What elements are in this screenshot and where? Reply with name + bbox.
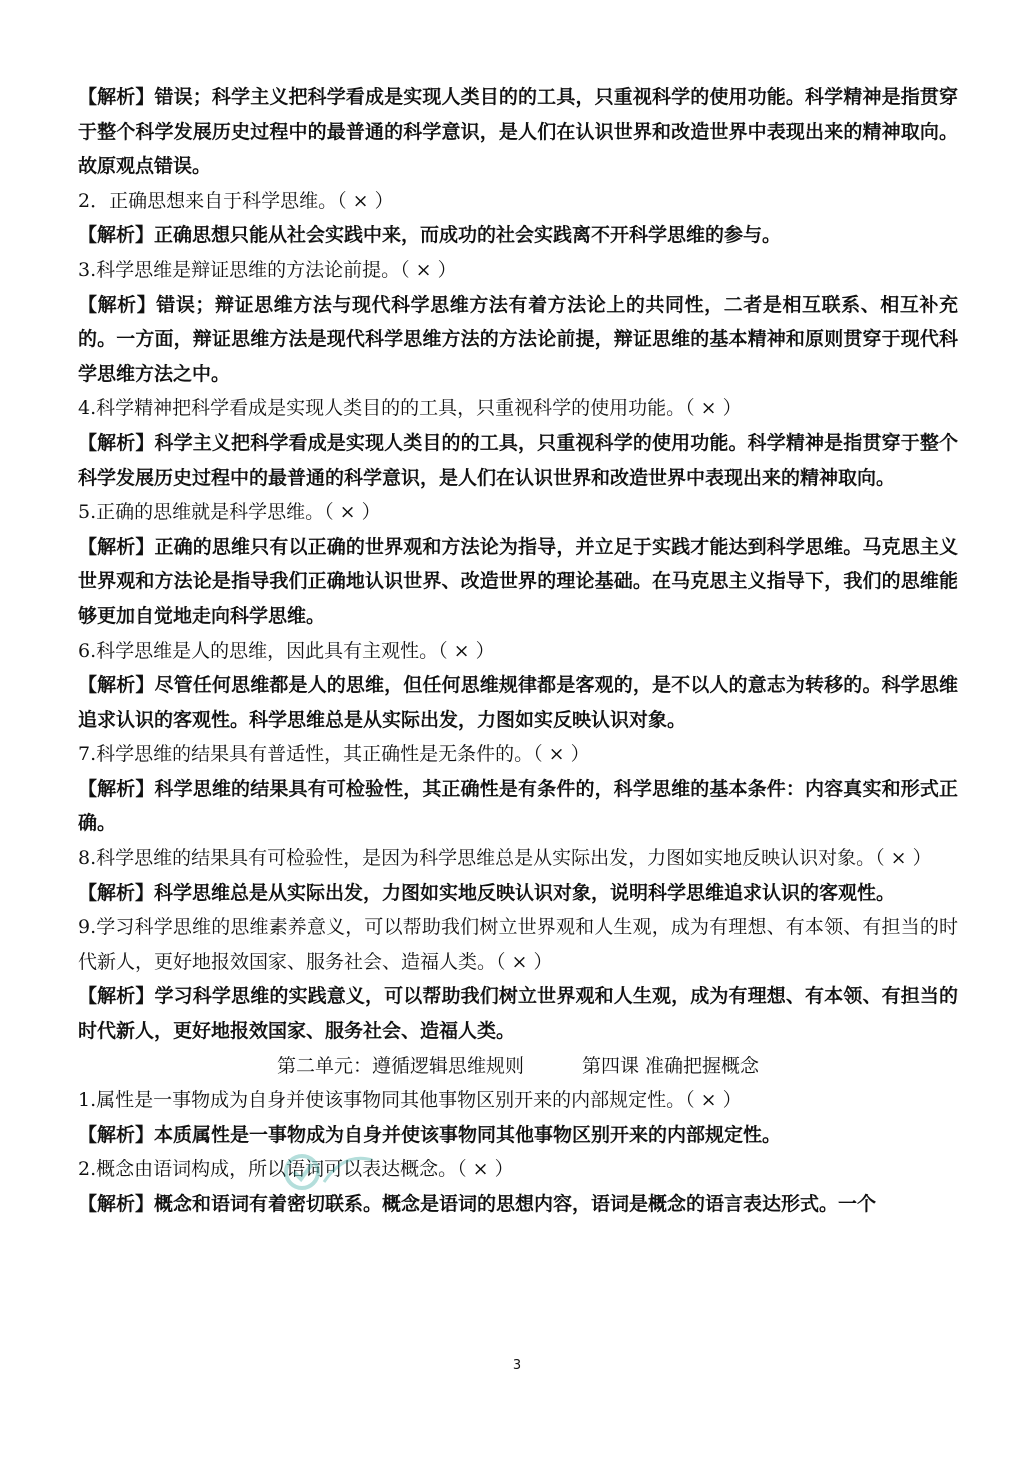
question-3: 3.科学思维是辩证思维的方法论前提。（ × ） <box>78 258 457 281</box>
question-6: 6.科学思维是人的思维，因此具有主观性。（ × ） <box>78 639 495 662</box>
analysis-2: 【解析】正确思想只能从社会实践中来，而成功的社会实践离不开科学思维的参与。 <box>78 224 782 247</box>
page-number: 3 <box>512 1358 522 1373</box>
analysis-8: 【解析】科学思维总是从实际出发，力图如实地反映认识对象，说明科学思维追求认识的客观性。 <box>78 881 896 904</box>
watermark-logo-icon <box>282 1142 378 1202</box>
document-page <box>78 80 958 1222</box>
unit-analysis-2: 【解析】概念和语词有着密切联系。概念是语词的思想内容，语词是概念的语言表达形式。一个 <box>78 1193 877 1215</box>
lesson-title: 第四课 准确把握概念 <box>581 1054 760 1077</box>
unit-question-1: 1.属性是一事物成为自身并使该事物同其他事物区别开来的内部规定性。（ × ） <box>78 1089 742 1112</box>
question-8: 8.科学思维的结果具有可检验性，是因为科学思维总是从实际出发，力图如实地反映认识对象。（ × ） <box>78 847 932 870</box>
question-7: 7.科学思维的结果具有普适性，其正确性是无条件的。（ × ） <box>78 743 590 766</box>
question-2: 2．正确思想来自于科学思维。（ × ） <box>78 189 394 212</box>
analysis-6: 【解析】尽管任何思维都是人的思维，但任何思维规律都是客观的，是不以人的意志为转移的。科学思维追求认识的客观性。科学思维总是从实际出发，力图如实反映认识对象。 <box>78 674 958 731</box>
question-5: 5.正确的思维就是科学思维。（ × ） <box>78 501 381 524</box>
analysis-4: 【解析】科学主义把科学看成是实现人类目的的工具，只重视科学的使用功能。科学精神是指贯穿于整个科学发展历史过程中的最普通的科学意识，是人们在认识世界和改造世界中表现出来的精神取向。 <box>78 431 958 489</box>
question-4: 4.科学精神把科学看成是实现人类目的的工具，只重视科学的使用功能。（ × ） <box>78 397 742 420</box>
unit-question-2: 2.概念由语词构成，所以语词可以表达概念。（ × ） <box>78 1158 514 1181</box>
unit-title: 第二单元：遵循逻辑思维规则 <box>276 1054 524 1077</box>
question-9: 9.学习科学思维的思维素养意义，可以帮助我们树立世界观和人生观，成为有理想、有本领、有担当的时代新人，更好地报效国家、服务社会、造福人类。（ × ） <box>78 916 958 973</box>
analysis-3: 【解析】错误；辩证思维方法与现代科学思维方法有着方法论上的共同性，二者是相互联系、相互补充的。一方面，辩证思维方法是现代科学思维方法的方法论前提，辩证思维的基本精神和原则贯穿于现代科学思维方法之中。 <box>78 293 958 385</box>
unit-heading <box>78 1049 958 1084</box>
analysis-7: 【解析】科学思维的结果具有可检验性，其正确性是有条件的，科学思维的基本条件：内容真实和形式正确。 <box>78 777 958 835</box>
analysis-1: 【解析】错误；科学主义把科学看成是实现人类目的的工具，只重视科学的使用功能。科学精神是指贯穿于整个科学发展历史过程中的最普通的科学意识，是人们在认识世界和改造世界中表现出来的精神取向。故原观点错误。 <box>78 86 958 178</box>
analysis-5: 【解析】正确的思维只有以正确的世界观和方法论为指导，并立足于实践才能达到科学思维。马克思主义世界观和方法论是指导我们正确地认识世界、改造世界的理论基础。在马克思主义指导下，我们的思维能够更加自觉地走向科学思维。 <box>78 535 958 627</box>
analysis-9: 【解析】学习科学思维的实践意义，可以帮助我们树立世界观和人生观，成为有理想、有本领、有担当的时代新人，更好地报效国家、服务社会、造福人类。 <box>78 985 958 1043</box>
unit-analysis-1: 【解析】本质属性是一事物成为自身并使该事物同其他事物区别开来的内部规定性。 <box>78 1123 782 1146</box>
